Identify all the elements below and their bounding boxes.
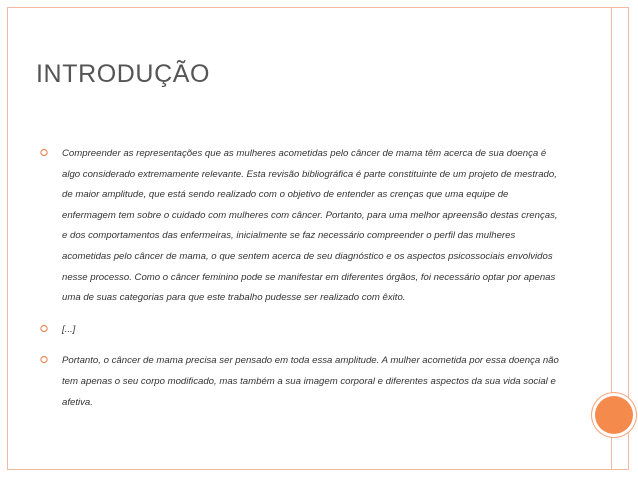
slide-title: INTRODUÇÃO <box>36 60 211 88</box>
bullet-list <box>40 144 560 424</box>
bullet-circle-icon: ⭘ <box>40 323 48 335</box>
bullet-text: Portanto, o câncer de mama precisa ser pensado em toda essa amplitude. A mulher acometida por essa doença não tem apenas o seu corpo modificado, mas também a sua imagem corporal e diferentes aspectos da sua vida social e afetiva. <box>62 355 559 408</box>
bullet-text: [...] <box>62 323 76 335</box>
bullet-item <box>40 144 560 309</box>
bullet-circle-icon: ⭘ <box>40 355 48 367</box>
bullet-item <box>40 351 560 413</box>
bullet-text: Compreender as representações que as mulheres acometidas pelo câncer de mama têm acerca de sua doença é algo considerado extremamente relevante. Esta revisão bibliográfica é parte constituinte de um projeto de mestrado, de maior amplitude, que está sendo realizado com o objetivo de entender as crenças que uma equipe de enfermagem tem sobre o cuidado com mulheres com câncer. Portanto, para uma melhor apreensão destas crenças, e dos comportamentos das enfermeiras, inicialmente se faz necessário compreender o perfil das mulheres acometidas pelo câncer de mama, o que sentem acerca de seu diagnóstico e os aspectos psicossociais envolvidos nesse processo. Como o câncer feminino pode se manifestar em diferentes órgãos, foi necessário optar por apenas uma de suas categorias para que este trabalho pudesse ser realizado com êxito. <box>62 148 558 304</box>
bullet-circle-icon: ⭘ <box>40 148 48 159</box>
bullet-item <box>40 320 560 341</box>
decorative-circle <box>595 396 633 434</box>
